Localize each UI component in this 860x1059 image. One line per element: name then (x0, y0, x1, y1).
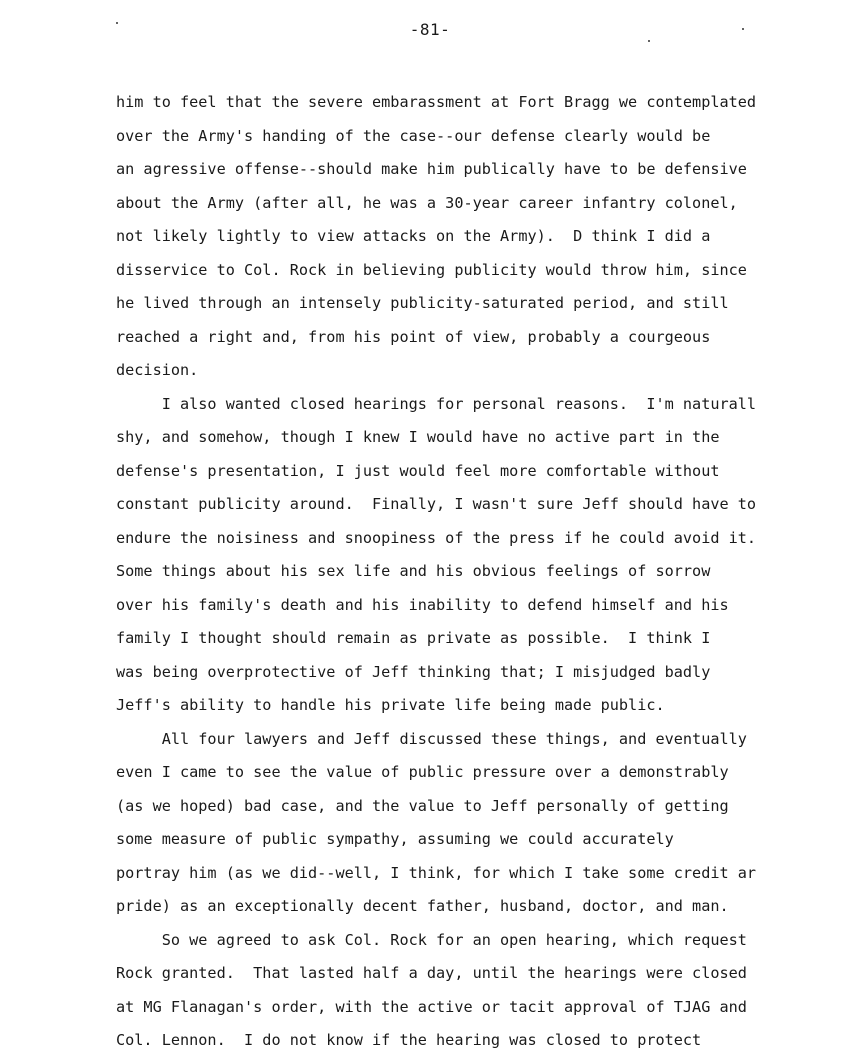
text-line: he lived through an intensely publicity-saturated period, and still (116, 294, 729, 312)
text-line: disservice to Col. Rock in believing publicity would throw him, since (116, 260, 747, 279)
text-line: Rock granted. That lasted half a day, until the hearings were closed (116, 964, 747, 982)
text-line: him to feel that the severe embarassment at Fort Bragg we contemplated (116, 93, 757, 111)
text-line: Jeff's ability to handle his private life being made public. (116, 696, 665, 714)
body-text (116, 86, 860, 1058)
text-line: So we agreed to ask Col. Rock for an open hearing, which request (116, 930, 747, 949)
scan-speck (116, 22, 118, 24)
text-line: portray him (as we did--well, I think, for which I take some credit ar (116, 863, 757, 882)
text-line: an agressive offense--should make him publically have to be defensive (116, 160, 747, 178)
text-line: some measure of public sympathy, assuming we could accurately (116, 830, 674, 848)
text-line: about the Army (after all, he was a 30-year career infantry colonel, (116, 193, 738, 212)
text-line: over the Army's handing of the case--our defense clearly would be (116, 126, 711, 145)
text-line: reached a right and, from his point of view, probably a courgeous (116, 327, 711, 346)
text-line: endure the noisiness and snoopiness of the press if he could avoid it. (116, 528, 757, 547)
text-line: All four lawyers and Jeff discussed these things, and eventually (116, 729, 747, 748)
text-line: family I thought should remain as private as possible. I think I (116, 629, 711, 647)
text-line: I also wanted closed hearings for personal reasons. I'm naturall (116, 394, 757, 413)
page-number: -81- (409, 20, 451, 39)
text-line: was being overprotective of Jeff thinking that; I misjudged badly (116, 662, 711, 681)
text-line: shy, and somehow, though I knew I would have no active part in the (116, 428, 720, 446)
text-line: defense's presentation, I just would feel more comfortable without (116, 461, 720, 480)
text-line: at MG Flanagan's order, with the active or tacit approval of TJAG and (116, 997, 747, 1016)
scan-speck (742, 28, 744, 30)
text-line: constant publicity around. Finally, I wasn't sure Jeff should have to (116, 495, 757, 513)
text-line: over his family's death and his inability to defend himself and his (116, 595, 729, 614)
text-line: Col. Lennon. I do not know if the hearing was closed to protect (116, 1031, 702, 1049)
text-line: pride) as an exceptionally decent father, husband, doctor, and man. (116, 897, 729, 915)
text-line: decision. (116, 361, 199, 379)
scan-speck (648, 40, 650, 42)
text-line: (as we hoped) bad case, and the value to Jeff personally of getting (116, 796, 729, 815)
text-line: Some things about his sex life and his obvious feelings of sorrow (116, 562, 711, 580)
text-line: not likely lightly to view attacks on the Army). D think I did a (116, 227, 711, 245)
text-line: even I came to see the value of public pressure over a demonstrably (116, 763, 729, 781)
